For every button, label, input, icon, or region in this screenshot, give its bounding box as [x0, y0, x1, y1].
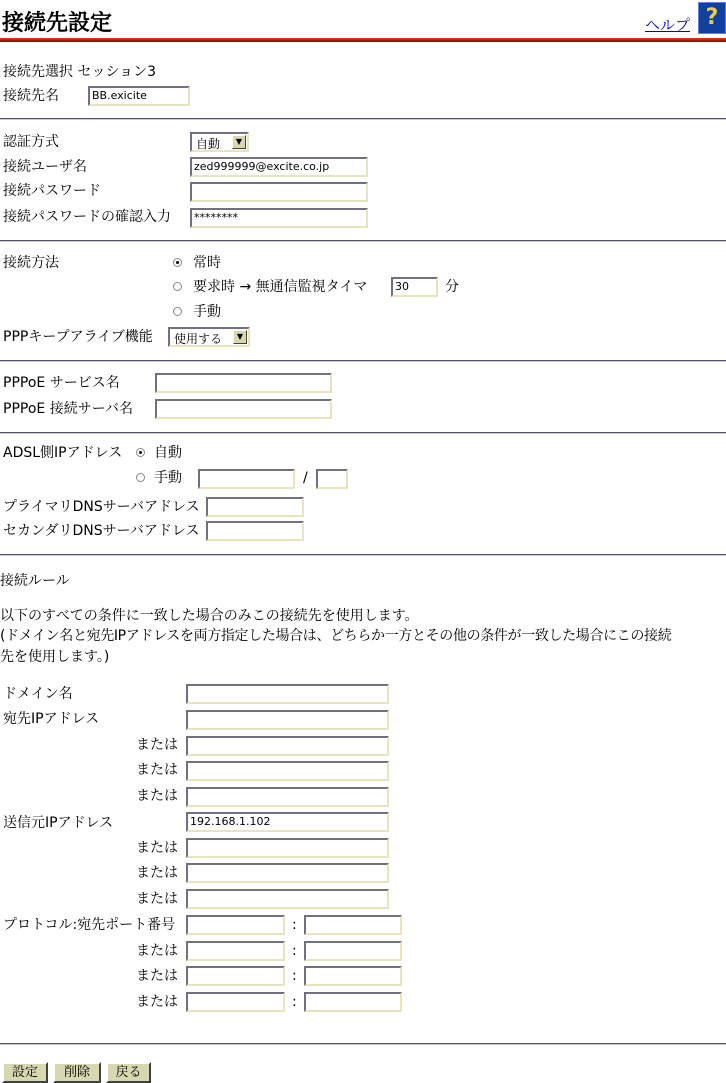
or-label: または	[136, 865, 178, 881]
protocol-input[interactable]	[186, 915, 285, 935]
divider	[0, 360, 726, 362]
connection-name-input[interactable]: BB.exicite	[88, 86, 190, 106]
port-input[interactable]	[304, 992, 402, 1012]
help-icon[interactable]: ?	[698, 2, 726, 34]
rules-title: 接続ルール	[0, 573, 70, 589]
auth-method-select[interactable]	[190, 132, 249, 152]
radio-ip-auto[interactable]	[136, 448, 145, 457]
auth-method-value: 自動	[196, 137, 221, 151]
password-label: 接続パスワード	[3, 183, 101, 199]
or-label: または	[136, 762, 178, 778]
delete-button[interactable]: 削除	[53, 1062, 101, 1083]
protocol-input[interactable]	[186, 992, 285, 1012]
keepalive-label: PPPキープアライブ機能	[3, 329, 153, 345]
radio-ip-manual[interactable]	[136, 473, 145, 482]
ip-auto-label: 自動	[154, 445, 182, 461]
or-label: または	[136, 737, 178, 753]
or-label: または	[136, 788, 178, 804]
protocol-input[interactable]	[186, 941, 285, 961]
divider	[0, 1043, 726, 1045]
slash: /	[303, 470, 308, 486]
radio-on-demand[interactable]	[173, 282, 182, 291]
user-label: 接続ユーザ名	[3, 159, 87, 175]
src-ip-input[interactable]	[186, 889, 389, 909]
src-ip-label: 送信元IPアドレス	[3, 815, 114, 831]
domain-label: ドメイン名	[3, 686, 73, 702]
radio-manual[interactable]	[173, 307, 182, 316]
adsl-ip-label: ADSL側IPアドレス	[3, 445, 123, 461]
port-input[interactable]	[304, 966, 402, 986]
divider	[0, 432, 726, 434]
timer-unit: 分	[445, 279, 459, 295]
pppoe-service-input[interactable]	[155, 373, 332, 393]
rules-desc-1: 以下のすべての条件に一致した場合のみこの接続先を使用します。	[0, 608, 419, 624]
always-label: 常時	[193, 255, 221, 271]
port-input[interactable]	[304, 941, 402, 961]
or-label: または	[136, 840, 178, 856]
keepalive-value: 使用する	[174, 332, 223, 346]
src-ip-input[interactable]: 192.168.1.102	[186, 812, 389, 832]
password-confirm-label: 接続パスワードの確認入力	[3, 209, 171, 225]
colon: :	[292, 917, 297, 933]
or-label: または	[136, 968, 178, 984]
dns2-input[interactable]	[206, 521, 304, 541]
src-ip-input[interactable]	[186, 863, 389, 883]
back-button[interactable]: 戻る	[106, 1062, 151, 1083]
password-input[interactable]	[190, 182, 368, 202]
domain-input[interactable]	[186, 684, 389, 704]
manual-label: 手動	[193, 304, 221, 320]
dns2-label: セカンダリDNSサーバアドレス	[3, 523, 200, 539]
colon: :	[292, 994, 297, 1010]
ip-manual-label: 手動	[154, 470, 182, 486]
pppoe-service-label: PPPoE サービス名	[3, 375, 120, 391]
session-label: 接続先選択 セッション3	[3, 64, 157, 80]
or-label: または	[136, 891, 178, 907]
ip-address-input[interactable]	[198, 469, 295, 489]
dest-ip-input[interactable]	[186, 761, 389, 781]
divider	[0, 554, 726, 556]
radio-always[interactable]	[173, 258, 182, 267]
page-title: 接続先設定	[2, 11, 113, 36]
dns1-input[interactable]	[206, 497, 304, 517]
pppoe-server-input[interactable]	[155, 399, 332, 419]
dns1-label: プライマリDNSサーバアドレス	[3, 499, 200, 515]
port-input[interactable]	[304, 915, 402, 935]
dest-ip-input[interactable]	[186, 710, 389, 730]
connect-method-label: 接続方法	[3, 255, 59, 271]
rules-desc-3: 先を使用します。)	[0, 649, 110, 665]
chevron-down-icon: ▼	[233, 330, 247, 344]
dest-ip-input[interactable]	[186, 787, 389, 807]
timer-input[interactable]: 30	[391, 277, 438, 297]
dest-ip-input[interactable]	[186, 736, 389, 756]
connection-name-label: 接続先名	[3, 88, 59, 104]
divider	[0, 240, 726, 242]
divider	[0, 118, 726, 120]
colon: :	[292, 968, 297, 984]
protocol-input[interactable]	[186, 966, 285, 986]
or-label: または	[136, 943, 178, 959]
src-ip-input[interactable]	[186, 838, 389, 858]
auth-method-label: 認証方式	[3, 134, 59, 150]
help-link[interactable]: ヘルプ	[645, 16, 691, 34]
or-label: または	[136, 994, 178, 1010]
title-underline	[0, 38, 726, 42]
chevron-down-icon: ▼	[232, 135, 246, 149]
rules-desc-2: (ドメイン名と宛先IPアドレスを両方指定した場合は、どちらか一方とその他の条件が一致した場合にこの接続	[0, 628, 672, 644]
dest-ip-label: 宛先IPアドレス	[3, 711, 100, 727]
on-demand-label: 要求時 → 無通信監視タイマ	[193, 279, 368, 295]
protocol-port-label: プロトコル:宛先ポート番号	[3, 917, 176, 933]
user-input[interactable]: zed999999@excite.co.jp	[190, 157, 368, 177]
colon: :	[292, 943, 297, 959]
password-confirm-input[interactable]: ********	[190, 208, 368, 228]
netmask-input[interactable]	[316, 469, 348, 489]
pppoe-server-label: PPPoE 接続サーバ名	[3, 401, 133, 417]
keepalive-select[interactable]	[168, 327, 250, 347]
set-button[interactable]: 設定	[2, 1062, 48, 1083]
